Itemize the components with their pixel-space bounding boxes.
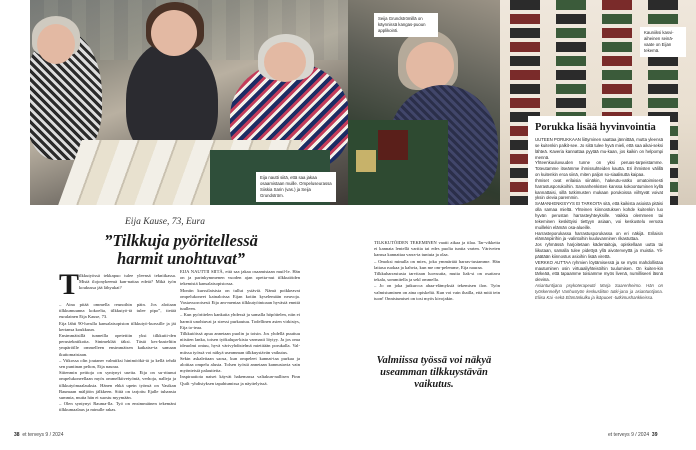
footer-right (608, 432, 657, 438)
sidebar-text (535, 137, 663, 301)
col2-para: Tilkkutöissä apua annetaan puolin ja toisin. Jos yhdellä puuttuu niistien lanka, toisen työkalupa-kista varmasti löytyy. Ja jos oma ideuolmi ontuu, hyvä värivyhdistelmä mietitään porukalla. Val-miissa työssä voi näkyä useamman tilkkuystävän vaikutus. (180, 331, 300, 355)
house-applique (378, 130, 408, 160)
article-column-1-cont (59, 302, 176, 414)
sidebar-para: Jos ryhmässä harjoitetaan kädentaitoja, opiskellaan uutta tai liikutaan, samalla tulee pidettyä yllä aivoterveyttä ja muistia. Yli-päätään kiinnostus asioihin lisää virettä. (535, 242, 663, 259)
left-magazine-name: et terveys 9 / 2024 (22, 432, 64, 438)
sidebar-title: Porukka lisää hyvinvointia (535, 122, 656, 133)
col1-para: – Aina pitää ommella reunoihin päin. Jos aloitaan tilkkumuunna kokoelta, tilkkutyö-tä tulee pipo”, tietää euralainen Eija Kause, 73. (59, 302, 176, 320)
article-column-3 (374, 240, 500, 302)
caption-left: Eija nautti siitä, että saa jakaa osaamistaan muille. Ompeluseurassa Siiskia Sarin (vas.) ja Seija Grundström. (256, 172, 336, 202)
col3-para: Tilkkuharrastusta tarvitaan luovuutta, mutta liak-si on osattava tekala, sommitella ja sekl ommella. (374, 271, 500, 283)
caption-right: Kauniiksi kasvi-aiheinen seinä-vaate on Eijan tekemä. (640, 27, 686, 57)
col1-para: – Viikossa olin joutaner valmiiksi hinimöökä-tä ja kellä tehdä sen puntinan pelton, Eija nauraa. (59, 357, 176, 370)
col2-para: EIJA NAUTTII SIITÄ, että saa jakaa osaamistaan muil-le. Hän on ja parinkymmenen vuoden ajan opetta-nut tilkkutöiden tekemistä kansalaisopistossa. (180, 269, 300, 287)
woman-center-face (151, 10, 197, 56)
pull-quote: Valmiissa työssä voi näkyä useamman tilkkuystävän vaikutus. (376, 355, 492, 390)
sidebar-credit: Asiantuntijana psykoterapeutti Marja Saarenheimo. Hän on työskennellyt Vanhustyön keskusliiton tutki-jana ja asiantuntijana. Eliisa Kai -sekä Elämänkulku ja ikäpuoet -tutkimushankkeissa. (535, 283, 663, 300)
drop-cap: T (59, 268, 80, 301)
sidebar-para: VERKKO AUTTAA ryhmien löytämisessä ja se myös mahdollistaa mautuminen osin virtuaaliyhteisöihin tuulumisen. On kuiten-kin tärkeää, että tapaamme toisiamme myös livenä, numilliseeri läsnä olevina. (535, 259, 663, 283)
col3-para: – Omoksi minulla on miex, joka ymmärtää harras-tustamme. Hän lattasa ruokaa ja kahvia, kun me om-pelemme, Eija nauraa. (374, 258, 500, 270)
col1-para: Siitenmin peittoja on syntynyt useita. Eija on su-ritunut ompelukoneellaan myös ommelkiivetyöntä, verhoja, nalleja ja tilkkutyömaalauksia. Hänen ehkä upein työnsä on Vastkan Baumaan mäljöön jälkkeen. Siitä on tarjottu Ejalle tuhansia summia, mutta hän ei suostu myymään. (59, 370, 176, 401)
seija-face (406, 42, 454, 90)
caption-mid: Seija Grundströmillä on käynnissä kangas-puoun applikointi. (374, 13, 438, 37)
col2-para: Moniin kurssilaisista on tullut ystäviä. Nämä poikkeavat ompelukoneet kainaloissa Eijan kotiin kyselemään neuvoja. Vastavuoroisesti Eija am-mentaa tilkkutyöintoaan hyvästä ennttä tuulleen. (180, 287, 300, 312)
col2-para: – Kun pyörittelen kankaita yhdessä ja samalla höpöttelen, niin ei harmit unohtuvat ja stressi purkautuu. Todellinen asien virkistys, Eija to-teaa. (180, 312, 300, 330)
article-column-1 (79, 273, 176, 292)
left-page-number: 38 (14, 432, 20, 438)
small-house-applique (356, 150, 376, 172)
footer-left (14, 432, 63, 438)
woman-right-face (264, 42, 306, 82)
right-magazine-name: et terveys 9 / 2024 (608, 432, 650, 438)
col1-para: Ensimmäisillä tunneilla opetettiin yksi tilkkutii-den perustekniikoita. Sinimeklää täksi. Tästä kes-kusteltiin ympäröille ommelleen ensimmäisen katkaise-ta samaan ikuttomaistaan. (59, 333, 176, 357)
article-column-2 (180, 269, 300, 387)
col1-para: Eija lähti 90-luvulla kansalaisopiston tilkkutyö-kurssille ja jäi kertansa koukkuun. (59, 320, 176, 332)
right-page-number: 39 (651, 432, 658, 438)
col3-para: – Jo on joka jutkurcca ahaa-elämyksiä tekemisen ilon. Työn valmistuminen on aina opiskeltä. Kun voi vain ihailla, että mitä tein tuon! Onnistumiset on tosi myös kivojakin. (374, 283, 500, 301)
sidebar-para: UUTEEN PORUKKAAN liittyminen saattaa jännittää, mutta yleensä se kuitenkin palkit-see. Jo siitä tulee hyvä mieli, että saa aikai-seksi lähteä. Kaveria kannattaa pyytää mu-kaan, jos kaikin on helpompi mennä. (535, 137, 664, 160)
woman-left-face (37, 24, 75, 64)
col1-para: ilkkutyössä tekkapuo tulee yleensä tekniikassa. Mistä ilojonykeemä kan-nattaa edetä? Mikä työn koukussa jää lähyukai? (79, 273, 176, 291)
sidebar-para: SAMANHENKISYYS EI TARKOITA sitä, että kaikista asioista pitäisi olla samaa mieltä. Yhteinen kiinnostuksen kohde kuitenkin luo hyvän perustan harrasteyhteyksille. Vaikka olemmeen tai tekeminen keskittyisi tiettyyn asiaan, voi keskustelu versota muillekin elämän osa-alueille. (535, 201, 663, 230)
author-line: Eija Kause, 73, Eura (125, 217, 205, 227)
sidebar-para: Yhteenkuuluvuuden tunne on yksi peruas-tarpeistamme. Toteutamme itseämme ihmissuhteiden kautta. Eri ihmisten välillä on kuitenkin eroa siinä, miten paljon so-siaalisutta kaipaa. (535, 160, 663, 178)
article-headline: ”Tilkkuja pyöritellessä harmit unohtuvat” (104, 231, 258, 268)
sidebar-para: Ihmiset ovat erilaisia siinäkin, hakeutu-vatko omatoimisesti harrastusporukoihin. Samanhenkisten kanssa kokoontuminen kyllä kannattaisi, sillä tutkimusten mukaan porukoissa viihtyvät voivat yksin olevia paremmin. (535, 177, 663, 201)
sidebar-para: Harrasteporukassa harrastusporukassa on eri näkijä. Erilaisin elämänpiirihin ja -valintoihin kuuluvanninen rikastuttaa. (535, 230, 663, 242)
col2-para: Inspiraatiota naiset käyvät hakemassa valtakun-nallisen Finn Quilt -yhdistyksen tapahtumissa ja näyttelyissä. (180, 374, 300, 386)
col1-para: – Olen syntynyt Rauma-lla. Työ on ensimmäinen tekemäni tilkkumaalaus ja minulle rakas. (59, 401, 176, 413)
sidebar-box (528, 116, 670, 426)
col3-para: TILKKUTÖIDEN TEKEMINEN vaatii aikaa ja tilaa. Tar-vikkeita ei kannata lentellä varttia tai edes puolta tuntia varten. Väriveien kanssa kannattaa varra-ta tuntuia ja olaa. (374, 240, 500, 258)
col2-para: Sekin askaleitaan saosa, kun ompeleet kannat-taa purkaa ja aloittaa ompelu alusta. Tolsen työstä annetaan kannustavia vain myönteisiä palautteita. (180, 355, 300, 374)
